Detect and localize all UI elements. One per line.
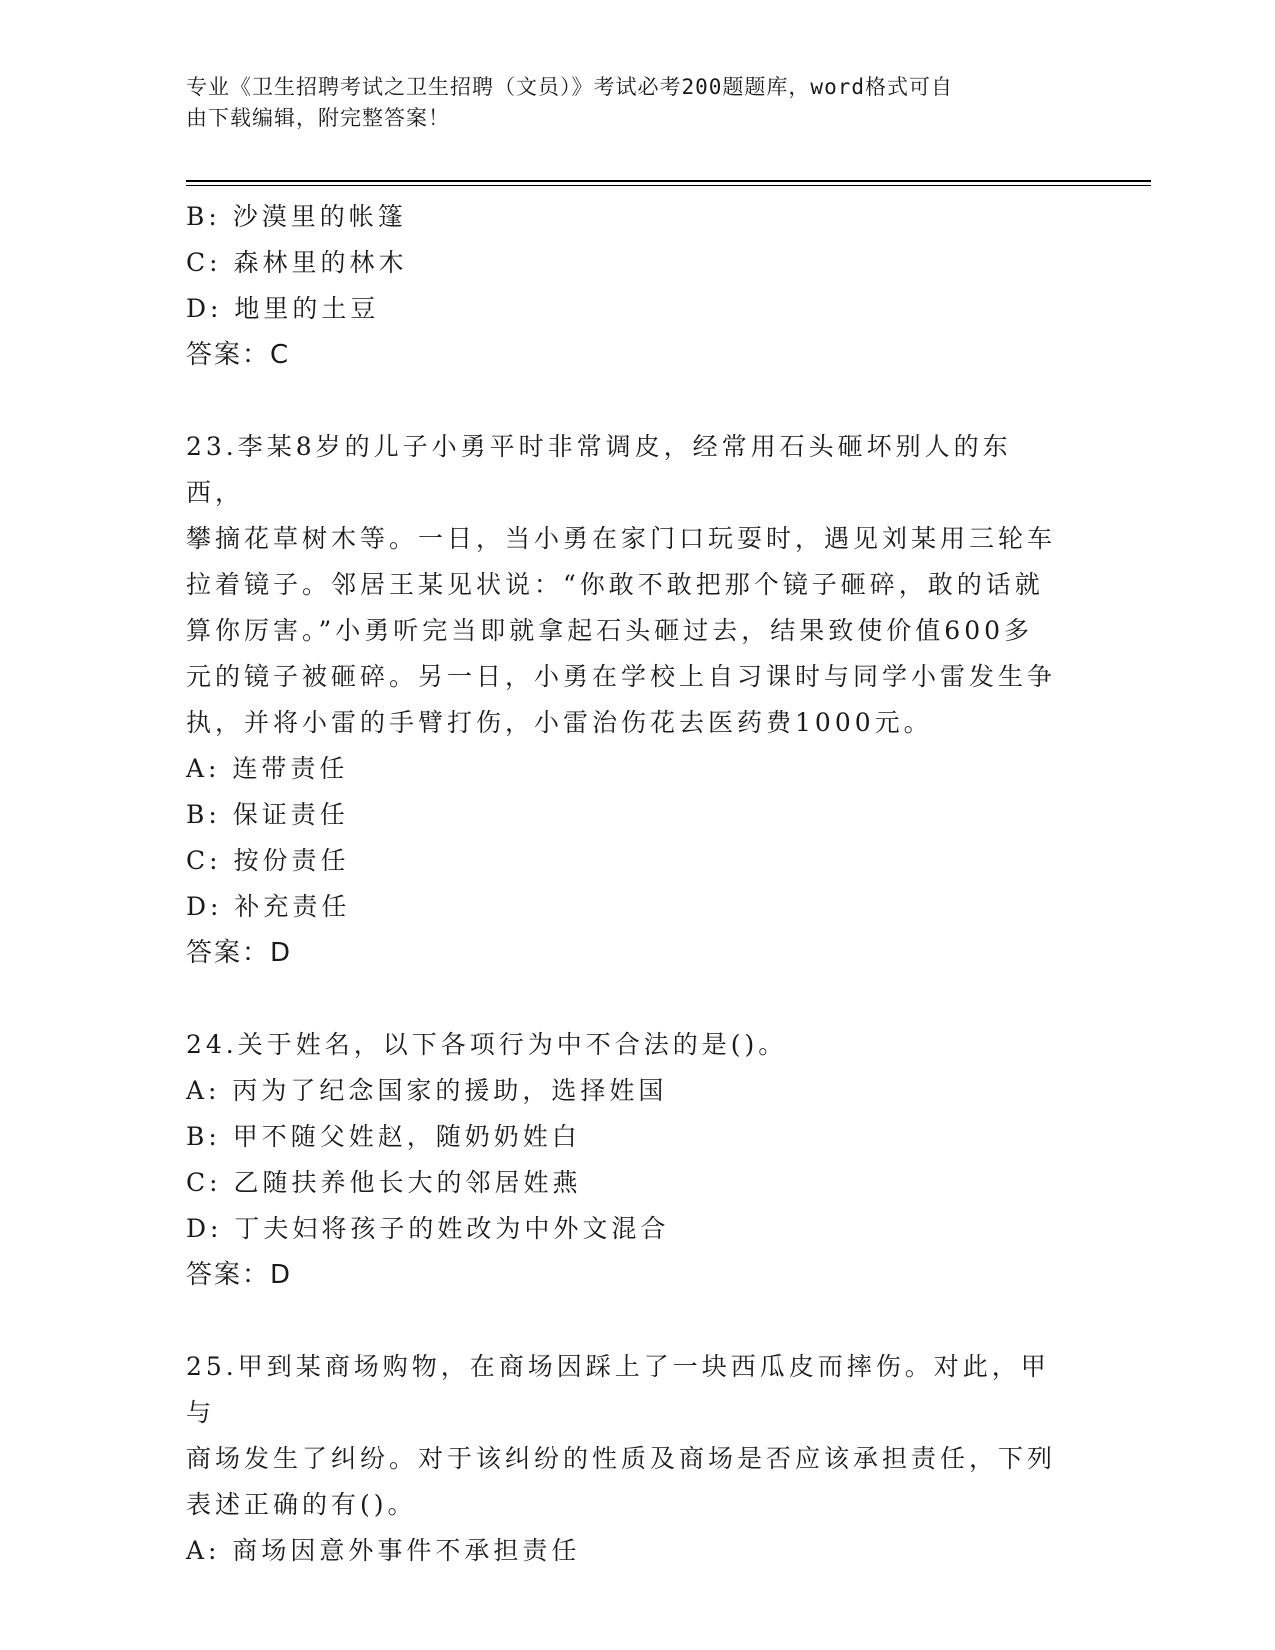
question-stem-line: 25.甲到某商场购物，在商场因踩上了一块西瓜皮而摔伤。对此，甲与	[186, 1352, 1050, 1427]
question-24	[186, 1022, 1066, 1298]
question-stem-line: 24.关于姓名，以下各项行为中不合法的是()。	[186, 1030, 788, 1059]
question-stem-line: 攀摘花草树木等。一日，当小勇在家门口玩耍时，遇见刘某用三轮车	[186, 524, 1057, 553]
question-25	[186, 1344, 1066, 1574]
option-b: B: 沙漠里的帐篷	[186, 202, 407, 231]
spacer	[186, 976, 1066, 1022]
option-b: B: 甲不随父姓赵，随奶奶姓白	[186, 1122, 581, 1151]
answer-line: 答案：D	[186, 938, 293, 968]
question-stem-line: 商场发生了纠纷。对于该纠纷的性质及商场是否应该承担责任，下列	[186, 1444, 1057, 1473]
question-22-continued	[186, 194, 1066, 378]
option-c: C: 乙随扶养他长大的邻居姓燕	[186, 1168, 582, 1197]
option-d: D: 地里的土豆	[186, 294, 380, 323]
question-stem-line: 算你厉害。”小勇听完当即就拿起石头砸过去，结果致使价值600多	[186, 616, 1034, 645]
answer-line: 答案：D	[186, 1260, 293, 1290]
option-d: D: 补充责任	[186, 892, 351, 921]
option-c: C: 按份责任	[186, 846, 350, 875]
spacer	[186, 378, 1066, 424]
header-line-2: 由下载编辑，附完整答案！	[186, 106, 450, 130]
header-divider-top	[186, 180, 1151, 182]
header-divider-bottom	[186, 185, 1151, 186]
question-23	[186, 424, 1066, 976]
document-body	[186, 194, 1066, 1574]
question-stem-line: 表述正确的有()。	[186, 1490, 417, 1519]
header-line-1: 专业《卫生招聘考试之卫生招聘（文员）》考试必考200题题库，word格式可自	[186, 75, 953, 99]
question-stem-line: 元的镜子被砸碎。另一日，小勇在学校上自习课时与同学小雷发生争	[186, 662, 1057, 691]
option-a: A: 丙为了纪念国家的援助，选择姓国	[186, 1076, 668, 1105]
question-stem-line: 拉着镜子。邻居王某见状说：“你敢不敢把那个镜子砸碎，敢的话就	[186, 570, 1044, 599]
question-stem-line: 执，并将小雷的手臂打伤，小雷治伤花去医药费1000元。	[186, 708, 933, 737]
question-stem-line: 23.李某8岁的儿子小勇平时非常调皮，经常用石头砸坏别人的东西，	[186, 432, 1012, 507]
spacer	[186, 1298, 1066, 1344]
option-a: A: 商场因意外事件不承担责任	[186, 1536, 581, 1565]
option-b: B: 保证责任	[186, 800, 349, 829]
document-header	[186, 72, 1066, 134]
option-a: A: 连带责任	[186, 754, 349, 783]
option-c: C: 森林里的林木	[186, 248, 408, 277]
answer-line: 答案：C	[186, 340, 291, 370]
option-d: D: 丁夫妇将孩子的姓改为中外文混合	[186, 1214, 670, 1243]
